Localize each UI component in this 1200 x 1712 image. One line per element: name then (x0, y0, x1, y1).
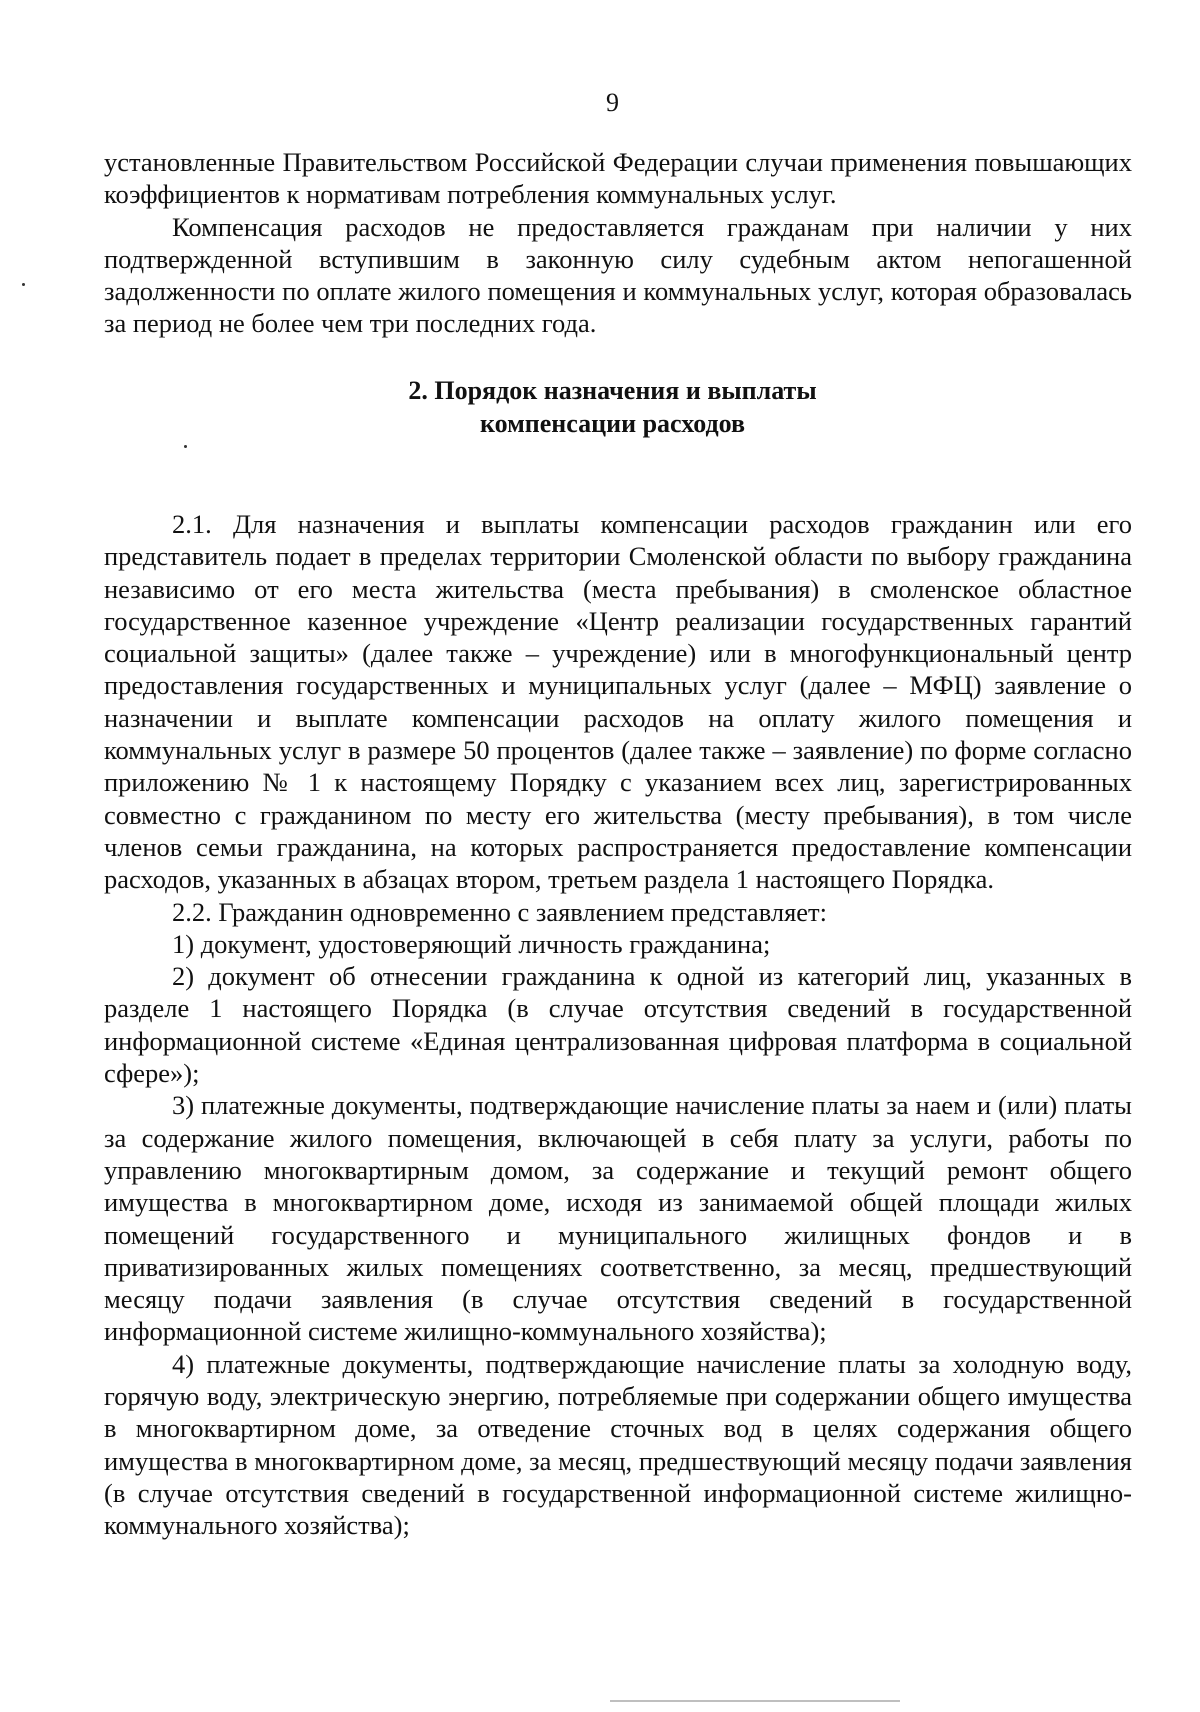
clause-2-1: 2.1. Для назначения и выплаты компенсации расходов гражданин или его представитель подает в пределах территории Смоленской области по выбору гражданина независимо от его места жительства (места пребывания) в смоленское областное государственное казенное учреждение «Центр реализации государственных гарантий социальной защиты» (далее также – учреждение) или в многофункциональный центр предоставления государственных и муниципальных услуг (далее – МФЦ) заявление о назначении и выплате компенсации расходов на оплату жилого помещения и коммунальных услуг в размере 50 процентов (далее также – заявление) по форме согласно приложению № 1 к настоящему Порядку с указанием всех лиц, зарегистрированных совместно с гражданином по месту его жительства (месту пребывания), в том числе членов семьи гражданина, на которых распространяется предоставление компенсации расходов, указанных в абзацах втором, третьем раздела 1 настоящего Порядка. (104, 509, 1132, 895)
scan-speck (22, 283, 25, 286)
clauses-block (104, 508, 1132, 1542)
list-item-3: 3) платежные документы, подтверждающие начисление платы за наем и (или) платы за содержание жилого помещения, включающей в себя плату за услуги, работы по управлению многоквартирным домом, за содержание и текущий ремонт общего имущества в многоквартирном доме, исходя из занимаемой общей площади жилых помещений государственного и муниципального жилищных фондов и в приватизированных жилых помещениях соответственно, за месяц, предшествующий месяцу подачи заявления (в случае отсутствия сведений в государственной информационной системе жилищно-коммунального хозяйства); (104, 1090, 1132, 1347)
intro-block (104, 146, 1132, 340)
section-title (0, 374, 1200, 440)
scan-speck (184, 445, 187, 448)
clause-2-2: 2.2. Гражданин одновременно с заявлением представляет: (172, 896, 827, 927)
section-title-line-2: компенсации расходов (479, 409, 746, 438)
paragraph-continuation: установленные Правительством Российской Федерации случаи применения повышающих коэффициентов к нормативам потребления коммунальных услуг. (104, 147, 1132, 210)
list-item-2: 2) документ об отнесении гражданина к одной из категорий лиц, указанных в разделе 1 настоящего Порядка (в случае отсутствия сведений в государственной информационной системе «Единая централизованная цифровая платформа в социальной сфере»); (104, 961, 1132, 1089)
paragraph-compensation-exception: Компенсация расходов не предоставляется гражданам при наличии у них подтвержденной вступившим в законную силу судебным актом непогашенной задолженности по оплате жилого помещения и коммунальных услуг, которая образовалась за период не более чем три последних года. (104, 211, 1132, 339)
list-item-1: 1) документ, удостоверяющий личность гражданина; (172, 928, 771, 959)
section-title-line-1: 2. Порядок назначения и выплаты (408, 376, 817, 405)
list-item-4: 4) платежные документы, подтверждающие начисление платы за холодную воду, горячую воду, электрическую энергию, потребляемые при содержании общего имущества в многоквартирном доме, за отведение сточных вод в целях содержания общего имущества в многоквартирном доме, за месяц, предшествующий месяцу подачи заявления (в случае отсутствия сведений в государственной информационной системе жилищно-коммунального хозяйства); (104, 1348, 1132, 1541)
page-number: 9 (606, 88, 619, 117)
scan-edge-line (610, 1700, 900, 1702)
